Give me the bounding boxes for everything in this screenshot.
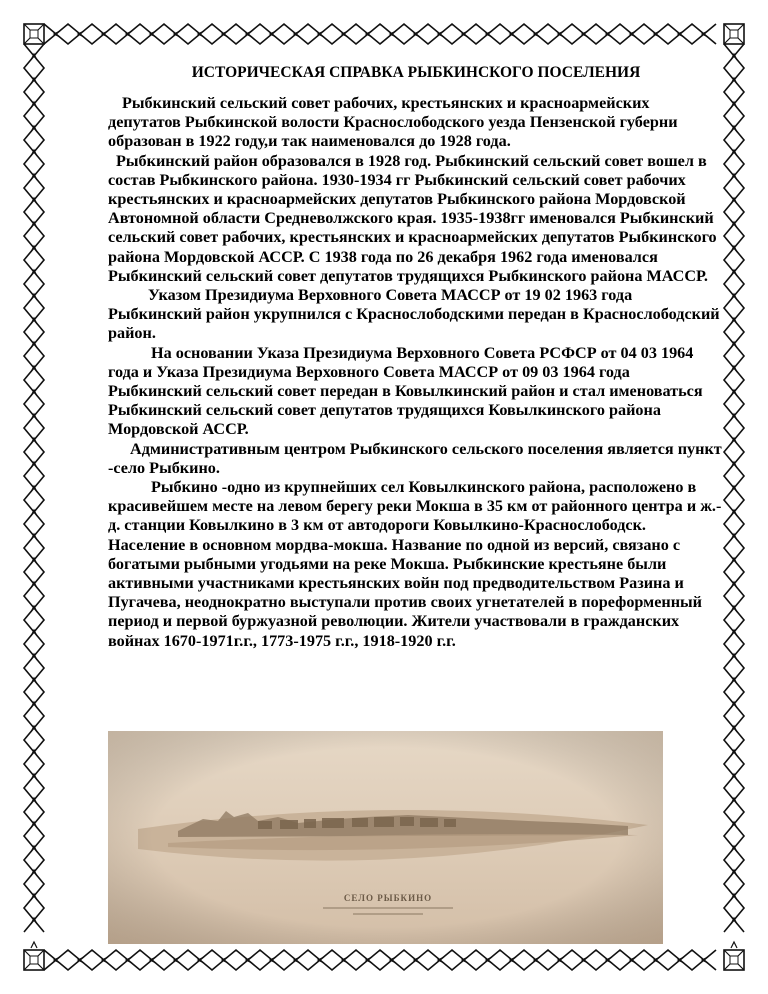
paragraph: На основании Указа Президиума Верховного Совета РСФСР от 04 03 1964 года и Указа Президиума Верховного Совета МАССР от 09 03 1964 года Рыбкинский сельский совет передан в Ковылкинский район и стал именоваться Рыбкинский сельский совет депутатов трудящихся Ковылкинского района Мордовской АССР. xyxy=(108,343,703,439)
photo-caption: СЕЛО РЫБКИНО xyxy=(343,893,433,903)
paragraph: Рыбкинский сельский совет рабочих, крестьянских и красноармейских депутатов Рыбкинской волости Краснослободского уезда Пензенской губерни образован в 1922 году,и так наименовался до 1928 года. xyxy=(108,94,678,151)
border-corner-inner xyxy=(30,30,38,38)
paragraph: Административным центром Рыбкинского сельского поселения является пункт -село Рыбкино. xyxy=(108,439,722,477)
village-photo xyxy=(108,731,663,944)
caption-subline xyxy=(353,913,423,915)
document-body xyxy=(108,64,724,651)
caption-subline xyxy=(323,907,453,909)
border-corner-inner xyxy=(730,30,738,38)
border-corner-inner xyxy=(730,956,738,964)
border-left-chevron xyxy=(31,942,37,948)
document-title: ИСТОРИЧЕСКАЯ СПРАВКА РЫБКИНСКОГО ПОСЕЛЕНИЯ xyxy=(191,64,641,81)
paragraph: Рыбкино -одно из крупнейших сел Ковылкинского района, расположено в красивейшем месте на левом берегу реки Мокша в 35 км от районного центра и ж.-д. станции Ковылкино в 3 км от автодороги Ковылкино-Краснослободск. Население в основном мордва-мокша. Название по одной из версий, связано с богатыми рыбными угодьями на реке Мокша. Рыбкинские крестьяне были активными участниками крестьянских войн под предводительством Разина и Пугачева, неоднократно выступали против своих угнетателей в пореформенный период и первой буржуазной революции. Жители участвовали в гражданских войнах 1670-1971г.г., 1773-1975 г.г., 1918-1920 г.г. xyxy=(108,478,722,650)
paragraph: Рыбкинский район образовался в 1928 год. Рыбкинский сельский совет вошел в состав Рыбкинского района. 1930-1934 гг Рыбкинский сельский совет рабочих крестьянских и красноармейских депутатов Рыбкинского района Мордовской Автономной области Средневолжского края. 1935-1938гг именовался Рыбкинский сельский совет рабочих, крестьянских и красноармейских депутатов Рыбкинского района Мордовской АССР. С 1938 года по 26 декабря 1962 года именовался Рыбкинский сельский совет депутатов трудящихся Рыбкинского района МАССР. xyxy=(108,151,717,285)
paragraph: Указом Президиума Верховного Совета МАССР от 19 02 1963 года Рыбкинский район укрупнился с Краснослободскими передан в Краснослободский район. xyxy=(108,286,720,343)
border-corner-inner xyxy=(30,956,38,964)
photo-vignette xyxy=(108,731,663,944)
border-right-chevron xyxy=(731,942,737,948)
